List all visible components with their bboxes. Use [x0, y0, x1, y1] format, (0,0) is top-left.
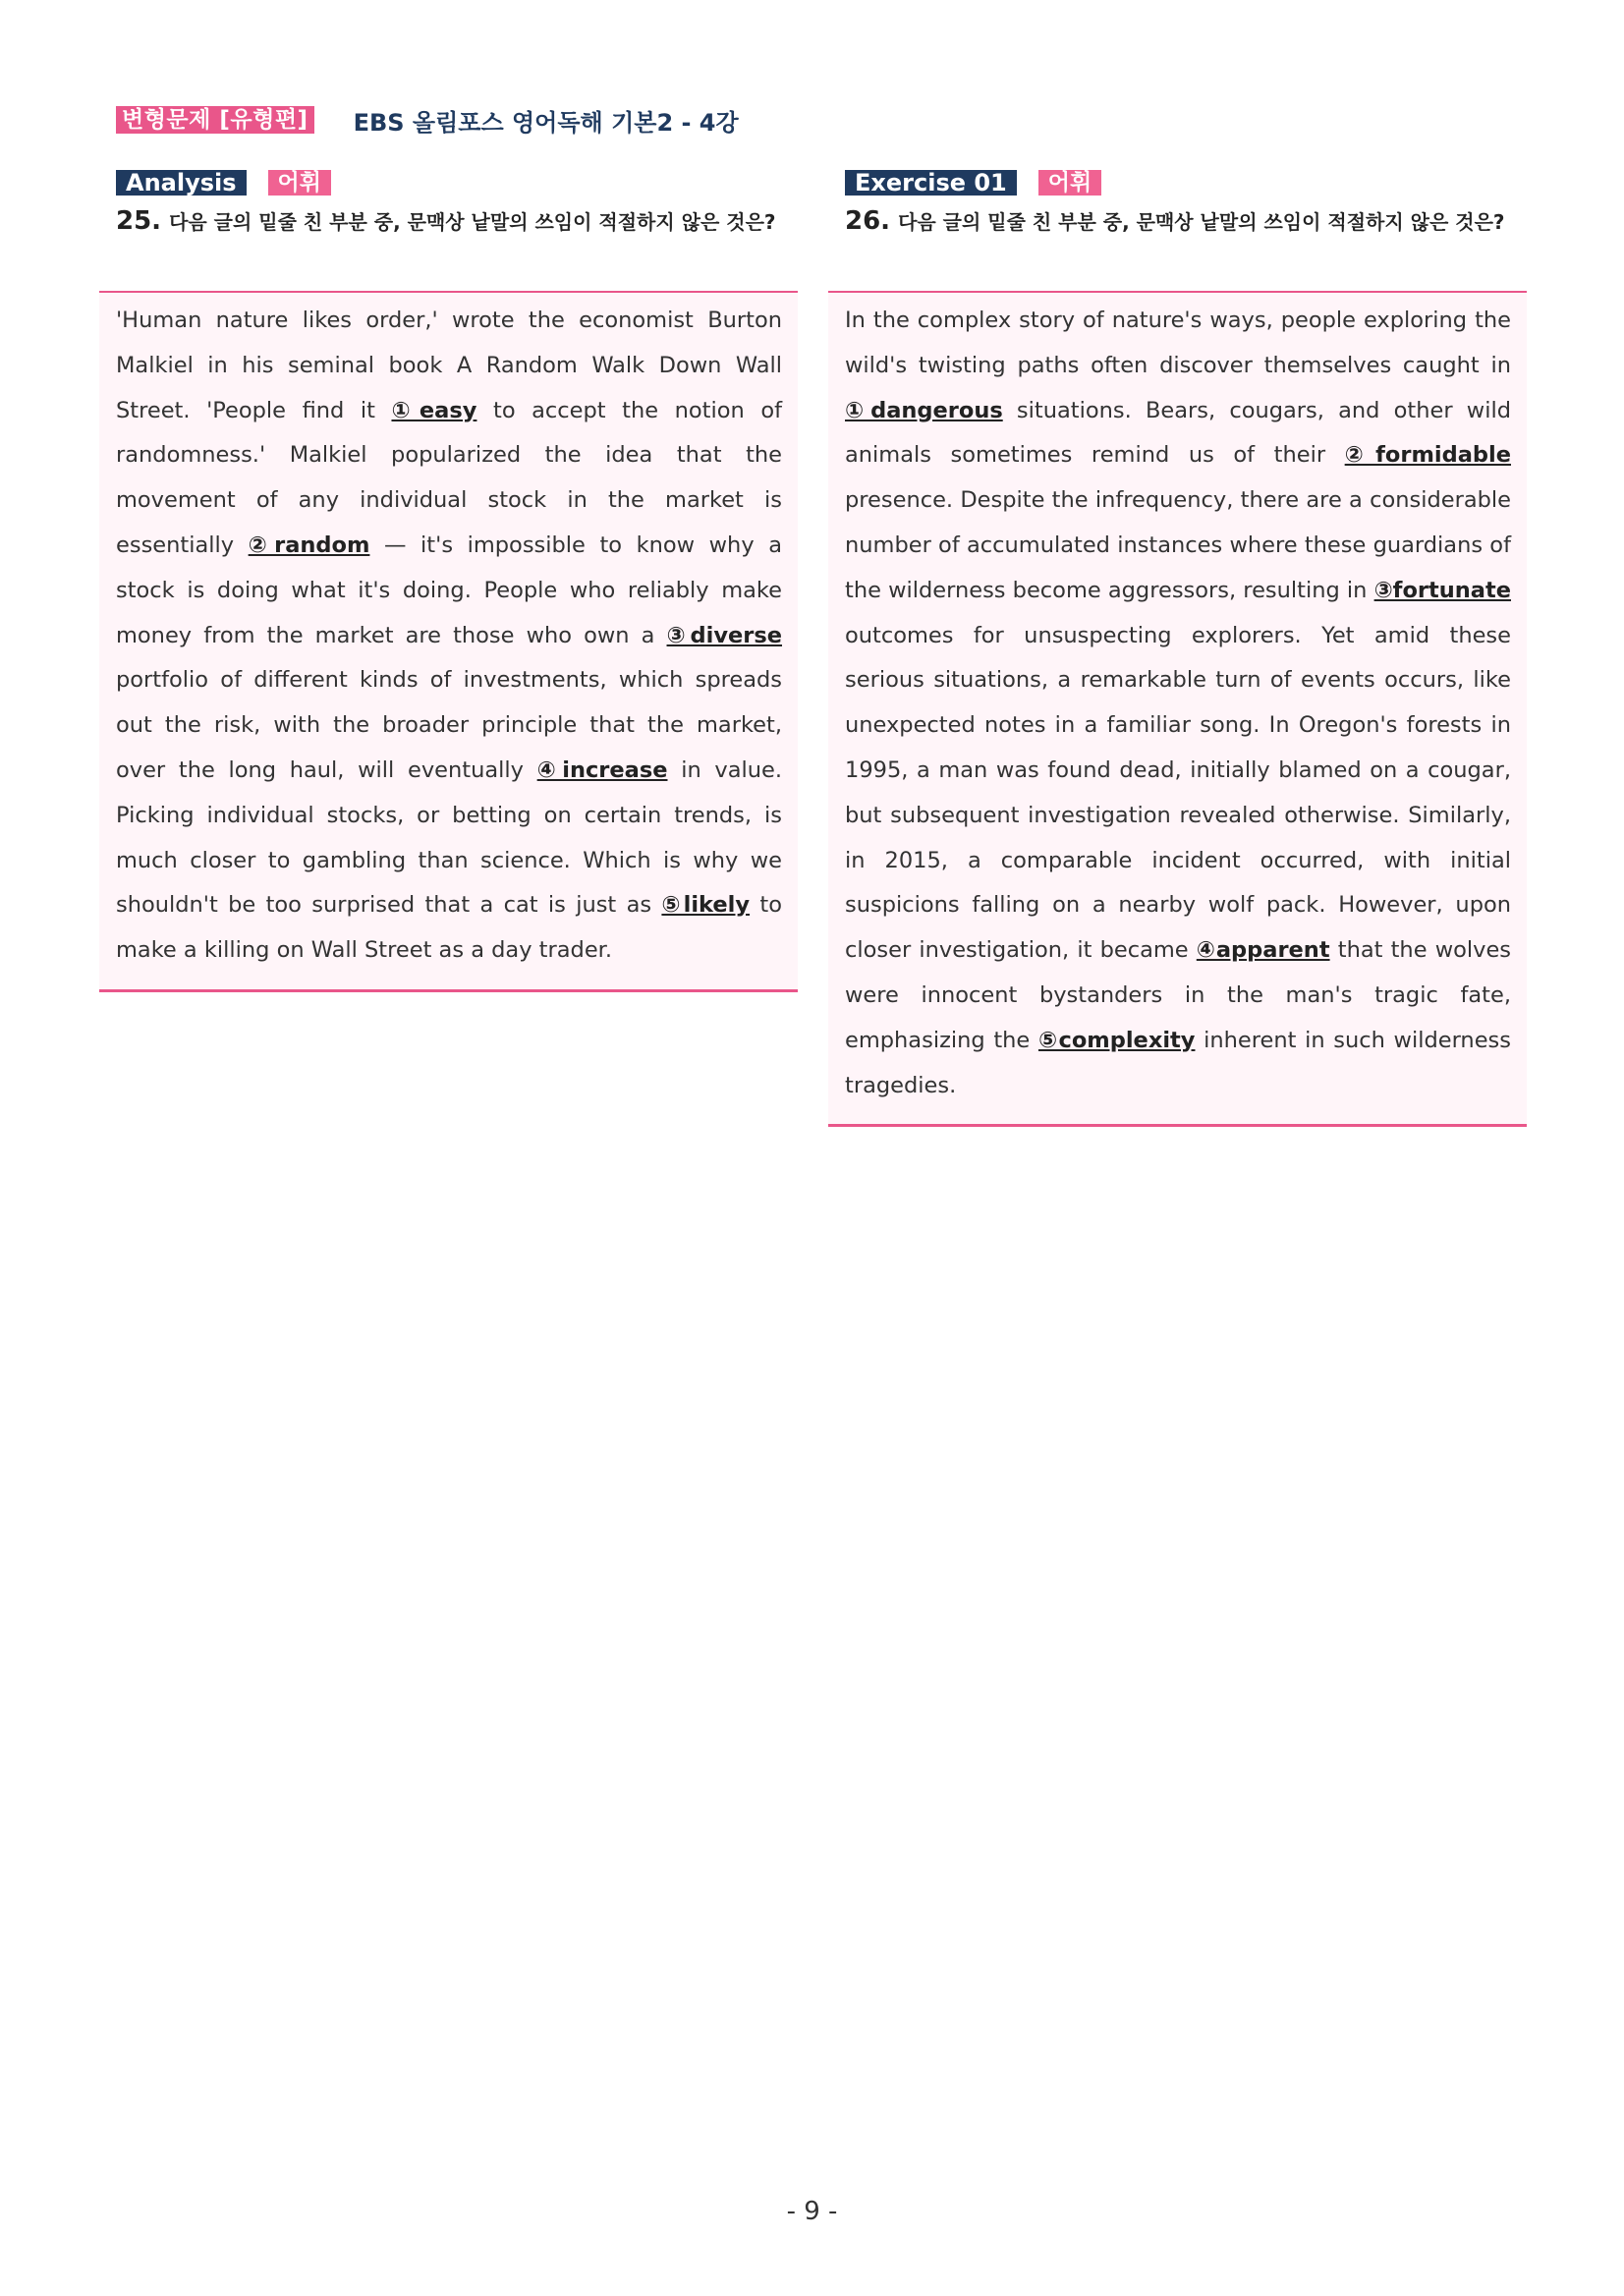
analysis-label: Analysis — [116, 170, 247, 196]
underlined-word: ②random — [248, 532, 370, 558]
underlined-word: ①easy — [391, 397, 477, 423]
underlined-word: ⑤complexity — [1037, 1027, 1196, 1053]
exercise-label: Exercise 01 — [845, 170, 1017, 196]
question-prompt — [99, 202, 798, 279]
question-labels — [828, 169, 1527, 196]
passage-text: outcomes for unsuspecting explorers. Yet amid these serious situations, a remarkable turn of events occurs, like unexpected notes in a familiar song. In Oregon's forests in 1995, a man was found dead, initially blamed on a cougar, but subsequent investigation revealed otherwise. Similarly, in 2015, a comparable incident occurred, with initial suspicions falling on a nearby wolf pack. However, upon closer investigation, it became — [845, 622, 1511, 964]
underlined-word: ①dangerous — [845, 397, 1003, 423]
passage-text: presence. Despite the infrequency, there are a considerable number of accumulated instances where these guardians of the wilderness become aggressors, resulting in — [845, 487, 1511, 603]
question-text: 다음 글의 밑줄 친 부분 중, 문맥상 낱말의 쓰임이 적절하지 않은 것은? — [898, 210, 1505, 234]
passage-text: inherent in such wilderness tragedies. — [845, 1027, 1511, 1098]
question-prompt — [828, 202, 1527, 279]
passage-text: — it's impossible to know why a stock is doing what it's doing. People who reliably make money from the market are those who own a — [116, 532, 782, 648]
underlined-word: ③diverse — [666, 622, 782, 648]
question-25-column — [99, 169, 798, 992]
passage-box — [99, 291, 798, 992]
category-label: 어휘 — [1038, 170, 1101, 196]
passage-text: In the complex story of nature's ways, people exploring the wild's twisting paths often discover themselves caught in — [845, 308, 1511, 378]
question-number: 25. — [116, 206, 162, 236]
underlined-word: ⑤likely — [661, 892, 751, 919]
document-title: EBS 올림포스 영어독해 기본2 - 4강 — [353, 108, 739, 137]
category-label: 어휘 — [268, 170, 331, 196]
passage-text: situations. Bears, cougars, and other wild animals sometimes remind us of their — [845, 397, 1511, 469]
page-header — [116, 104, 739, 136]
question-labels — [99, 169, 798, 196]
underlined-word: ③fortunate — [1373, 577, 1511, 603]
passage-text: in value. Picking individual stocks, or betting on certain trends, is much closer to gambling than science. Which is why we shouldn't be too surprised that a cat is just as — [116, 756, 783, 919]
underlined-word: ④apparent — [1196, 937, 1330, 964]
page-number: - 9 - — [786, 2197, 838, 2226]
underlined-word: ④increase — [536, 756, 668, 783]
underlined-word: ②formidable — [1344, 442, 1511, 469]
passage-text: to accept the notion of randomness.' Malkiel popularized the idea that the movement of any individual stock in the market is essentially — [116, 397, 783, 558]
question-text: 다음 글의 밑줄 친 부분 중, 문맥상 낱말의 쓰임이 적절하지 않은 것은? — [169, 210, 776, 234]
question-number: 26. — [845, 206, 891, 236]
problem-type-tag: 변형문제 [유형편] — [116, 106, 314, 134]
passage-text: 'Human nature likes order,' wrote the economist Burton Malkiel in his seminal book A Random Walk Down Wall Street. 'People find it — [116, 308, 782, 423]
passage-text: that the wolves were innocent bystanders in the man's tragic fate, emphasizing the — [845, 937, 1512, 1053]
passage-text: portfolio of different kinds of investments, which spreads out the risk, with the broader principle that the market, over the long haul, will eventually — [116, 667, 782, 783]
question-26-column — [828, 169, 1527, 1127]
passage-box — [828, 291, 1527, 1127]
passage-text: to make a killing on Wall Street as a day trader. — [116, 892, 782, 964]
